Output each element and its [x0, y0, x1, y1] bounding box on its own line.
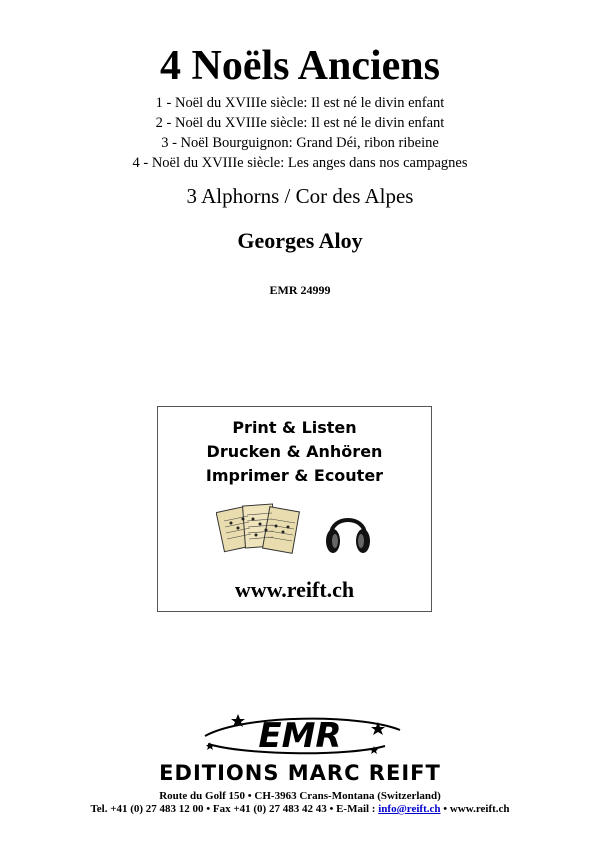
- email-link[interactable]: info@reift.ch: [378, 803, 441, 815]
- publisher-address: Route du Golf 150 • CH-3963 Crans-Montana (Switzerland): [159, 790, 441, 802]
- logo-text: EMR: [258, 716, 342, 756]
- sheet-music-icon: [216, 499, 302, 563]
- piece-item: 3 - Noël Bourguignon: Grand Déi, ribon ribeine: [161, 135, 439, 151]
- piece-item: 1 - Noël du XVIIIe siècle: Il est né le divin enfant: [155, 95, 445, 111]
- piece-list: [0, 93, 600, 173]
- page-title: 4 Noëls Anciens: [159, 43, 440, 89]
- publisher-contact: [0, 802, 600, 816]
- publisher-website: • www.reift.ch: [440, 803, 510, 815]
- publisher-name: EDITIONS MARC REIFT: [159, 761, 441, 785]
- catalog-number: EMR 24999: [269, 283, 331, 297]
- promo-line-1: Print & Listen: [232, 418, 357, 437]
- promo-line-2: Drucken & Anhören: [206, 442, 383, 461]
- promo-line-3: Imprimer & Ecouter: [205, 466, 384, 485]
- emr-logo: [150, 712, 450, 760]
- print-listen-box: [157, 406, 432, 612]
- piece-item: 4 - Noël du XVIIIe siècle: Les anges dans nos campagnes: [132, 155, 468, 171]
- tel-fax: Tel. +41 (0) 27 483 12 00 • Fax +41 (0) 27 483 42 43 • E-Mail :: [90, 803, 379, 815]
- piece-item: 2 - Noël du XVIIIe siècle: Il est né le divin enfant: [155, 115, 445, 131]
- instrumentation: 3 Alphorns / Cor des Alpes: [186, 184, 414, 208]
- composer-name: Georges Aloy: [237, 228, 363, 253]
- website-link[interactable]: www.reift.ch: [234, 577, 355, 602]
- headphones-icon: [324, 505, 372, 557]
